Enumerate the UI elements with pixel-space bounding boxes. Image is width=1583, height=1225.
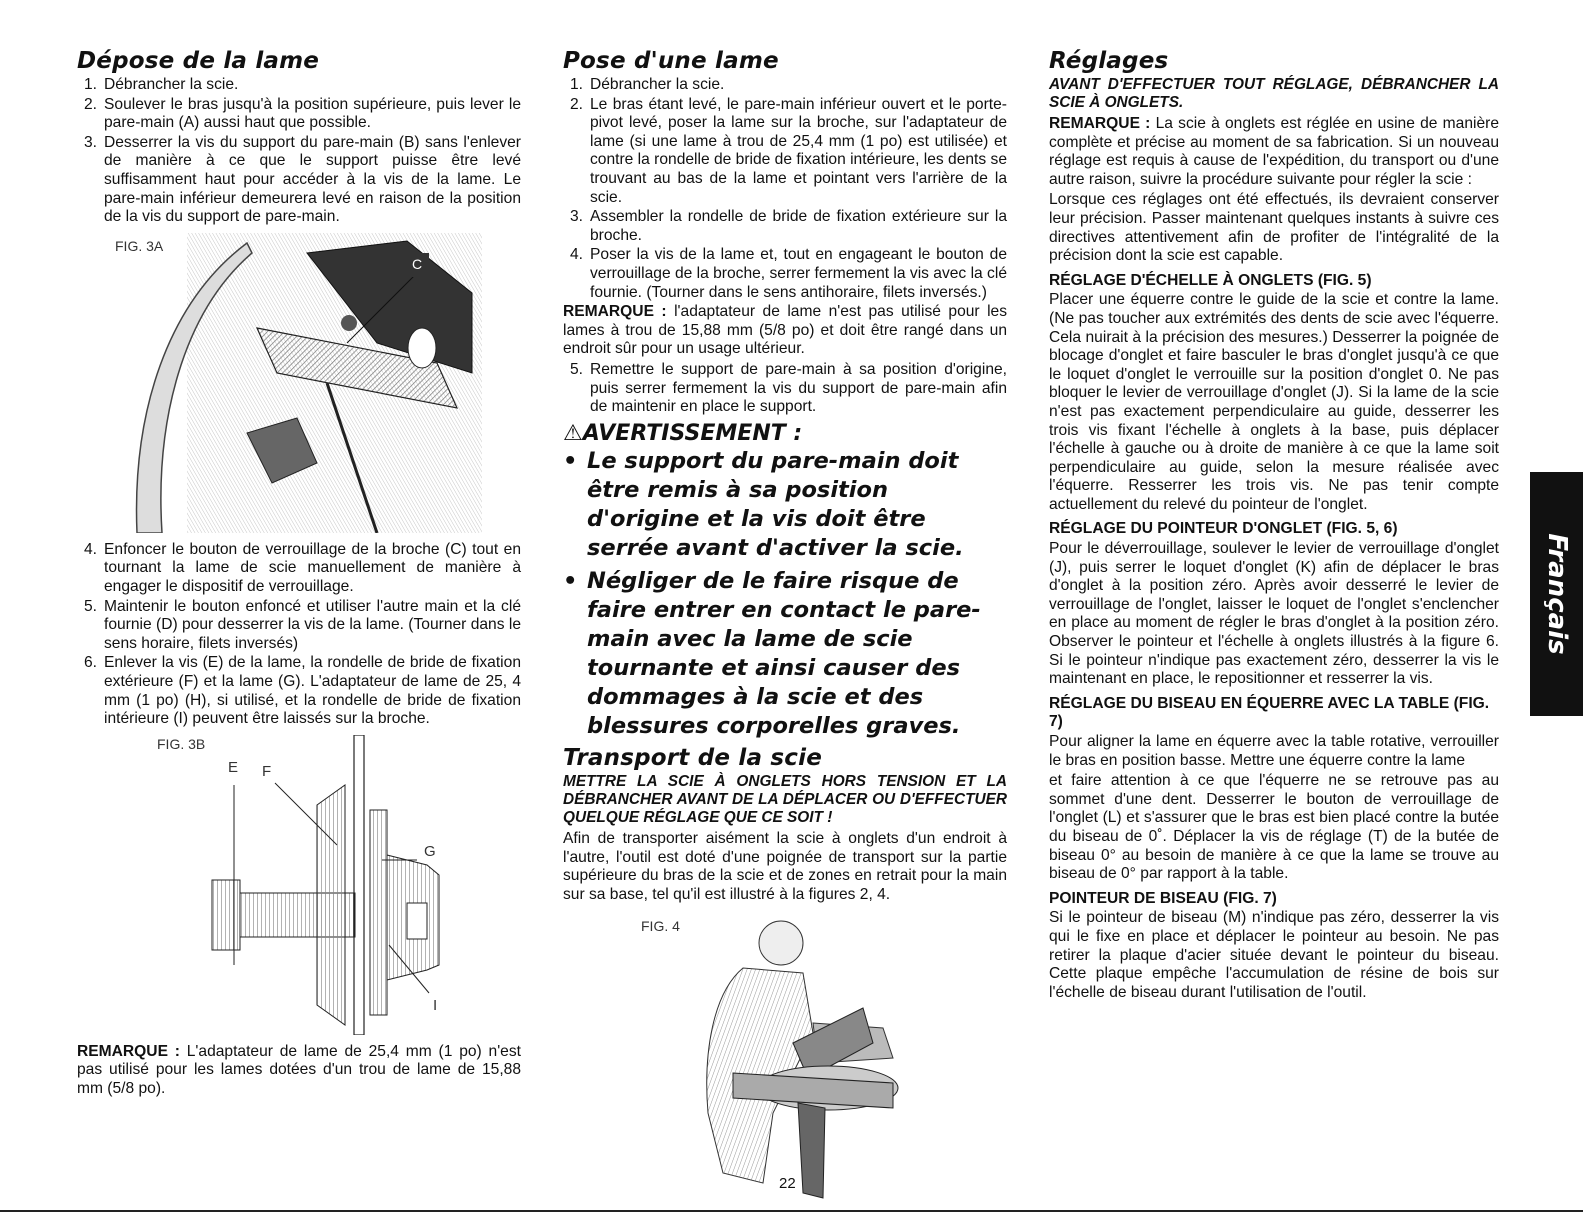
section-title-pose: Pose d'une lame	[563, 48, 779, 74]
column-depose	[77, 44, 521, 1100]
warning-list	[563, 447, 1007, 741]
paragraph-biseau-equerre-2: et faire attention à ce que l'équerre ne se retrouve pas au sommet d'une dent. Desserrer le bouton de verrouillage de l'onglet (L) et s'assurer que le bras est bien placé contre la butée du biseau de 0˚. Déplacer la vis de réglage (T) de la butée de biseau 0° au besoin de manière à ce que la lame se trouve au biseau de 0° par rapport à la table.	[1049, 772, 1499, 883]
column-pose	[563, 44, 1007, 1221]
figure-3b	[77, 735, 521, 1035]
callout-e: E	[228, 758, 239, 776]
bullet-icon: •	[563, 568, 578, 595]
transport-caution: METTRE LA SCIE À ONGLETS HORS TENSION ET LA DÉBRANCHER AVANT DE LA DÉPLACER OU D'EFFECTUER QUELQUE RÉGLAGE QUE CE SOIT !	[563, 773, 1007, 827]
section-title-reglages: Réglages	[1049, 48, 1169, 74]
list-item: 2. Soulever le bras jusqu'à la position supérieure, puis lever le pare-main (A) aussi haut que possible.	[83, 95, 521, 132]
subheading-biseau-equerre: RÉGLAGE DU BISEAU EN ÉQUERRE AVEC LA TABLE (FIG. 7)	[1049, 694, 1490, 731]
reglages-caution: AVANT D'EFFECTUER TOUT RÉGLAGE, DÉBRANCHER LA SCIE À ONGLETS.	[1049, 76, 1499, 111]
language-tab: Français	[1530, 472, 1583, 716]
reglages-paragraph: Lorsque ces réglages ont été effectués, ils devraient conserver leur précision. Passer maintenant quelques instants à suivre ces directives attentivement afin de profiter de l'intégralité de la précision dont la scie est capable.	[1049, 191, 1499, 265]
section-title-depose: Dépose de la lame	[77, 48, 320, 74]
figure-label: FIG. 3A	[115, 237, 164, 254]
callout-c: C	[412, 255, 423, 272]
list-item: 2. Le bras étant levé, le pare-main inférieur ouvert et le porte-pivot levé, poser la lame sur la broche, sur l'adaptateur de lame (si une lame à trou de 25,4 mm (1 po) est utilisée) et contre la rondelle de bride de fixation intérieure, les dents se trouvant au bas de la lame et pointant vers l'arrière de la scie.	[569, 95, 1007, 206]
column-reglages	[1049, 44, 1499, 1004]
list-item: 3. Desserrer la vis du support du pare-main (B) sans l'enlever de manière à ce que le support puisse être levé suffisamment haut pour accéder à la vis de la lame. Le pare-main inférieur demeurera levé en raison de la position de la vis du support de pare-main.	[83, 133, 521, 226]
subheading-pointeur-onglet: RÉGLAGE DU POINTEUR D'ONGLET (FIG. 5, 6)	[1049, 520, 1398, 538]
paragraph-pointeur-biseau: Si le pointeur de biseau (M) n'indique pas zéro, desserrer la vis qui le fixe en place et déplacer le pointeur au besoin. Ne pas retirer la plaque d'acier située devant le pointeur du biseau. Cette plaque empêche l'accumulation de résine de bois sur l'échelle de biseau durant l'utilisation de l'outil.	[1049, 909, 1499, 1001]
list-item: 4. Enfoncer le bouton de verrouillage de la broche (C) tout en tournant la lame de scie manuellement de manière à engager le dispositif de verrouillage.	[83, 540, 521, 595]
list-item: 5. Remettre le support de pare-main à sa position d'origine, puis serrer fermement la vis du support de pare-main afin de maintenir en place le support.	[569, 360, 1007, 416]
section-title-transport: Transport de la scie	[563, 745, 822, 772]
callout-f: F	[262, 762, 272, 780]
paragraph-pointeur-onglet: Pour le déverrouillage, soulever le levier de verrouillage d'onglet (J), puis serrer le loquet d'onglet (K) afin de déplacer le bras d'onglet à la position zéro. Après avoir desserré le levier de verrouillage de l'onglet, laisser le loquet de l'onglet s'enclencher en place au moment de régler le bras d'onglet à la position zéro. Observer le pointeur et l'échelle à onglets illustrés à la figure 6. Si le pointeur n'indique pas exactement zéro, desserrer la vis le maintenant en place, le repositionner et resserrer la vis.	[1049, 540, 1499, 688]
page-divider	[0, 1210, 1583, 1212]
list-item: 6. Enlever la vis (E) de la lame, la rondelle de bride de fixation extérieure (F) et la lame (G). L'adaptateur de lame de 25, 4 mm (1 po) (H), si utilisé, et la rondelle de bride de fixation intérieure (I) peuvent être laissés sur la broche.	[83, 654, 521, 728]
subheading-pointeur-biseau: POINTEUR DE BISEAU (FIG. 7)	[1049, 889, 1277, 907]
figure-label: FIG. 3B	[157, 735, 206, 752]
figure-3b-illustration	[77, 735, 521, 1035]
page-number: 22	[779, 1175, 796, 1192]
list-item: 5. Maintenir le bouton enfoncé et utiliser l'autre main et la clé fournie (D) pour desserrer la vis de la lame. (Tourner dans le sens horaire, filets inversés)	[83, 597, 521, 652]
steps-depose-a	[77, 76, 521, 227]
list-item: 1. Débrancher la scie.	[569, 76, 725, 93]
steps-pose-b	[563, 361, 1007, 417]
figure-3a-illustration	[77, 233, 521, 533]
reglages-note: REMARQUE : La scie à onglets est réglée en usine de manière complète et précise au moment de sa fabrication. Si un nouveau réglage est requis à cause de l'expédition, du transport ou d'une autre raison, suivre la procédure suivante pour régler la scie :	[1049, 115, 1499, 188]
warning-icon: ⚠	[563, 420, 583, 446]
figure-3a	[77, 233, 521, 533]
warning-heading: ⚠AVERTISSEMENT :	[563, 420, 803, 446]
list-item: 4. Poser la vis de la lame et, tout en engageant le bouton de verrouillage de la broche, serrer fermement la vis avec la clé fournie. (Tourner dans le sens antihoraire, filets inversés.)	[569, 246, 1007, 301]
callout-i: I	[433, 996, 438, 1014]
list-item: • Le support du pare-main doit être remis à sa position d'origine et la vis doit être serrée avant d'activer la scie.	[563, 448, 964, 562]
callout-g: G	[424, 842, 436, 860]
transport-paragraph: Afin de transporter aisément la scie à onglets d'un endroit à l'autre, l'outil est doté d'une poignée de transport sur la partie supérieure du bras de la scie et de zones en retrait pour la main sur sa base, tel qu'il est illustré à la figures 2, 4.	[563, 830, 1007, 904]
paragraph-echelle: Placer une équerre contre le guide de la scie et contre la lame. (Ne pas toucher aux extrémités des dents de scie avec l'équerre. Cela nuirait à la précision des mesures.) Desserrer la poignée de blocage d'onglet et faire basculer le bras d'onglet jusqu'à ce que le loquet d'onglet le verrouille sur la position d'onglet 0. Ne pas bloquer le levier de verrouillage d'onglet (J). Si la lame de la scie n'est pas exactement perpendiculaire au guide, desserrer les trois vis fixant l'échelle à onglets à la base, puis déplacer l'échelle à gauche ou à droite de manière à ce que la lame soit perpendiculaire au guide, selon la mesure réalisée avec l'équerre. Resserrer les trois vis. Ne pas tenir compte actuellement du relevé du pointeur de l'onglet.	[1049, 291, 1499, 513]
steps-pose-a	[563, 76, 1007, 302]
figure-4-illustration	[563, 913, 1007, 1213]
list-item: • Négliger de le faire risque de faire entrer en contact le pare-main avec la lame de scie tournante et ainsi causer des dommages à la scie et des blessures corporelles graves.	[563, 568, 981, 740]
list-item: 3. Assembler la rondelle de bride de fixation extérieure sur la broche.	[569, 208, 1007, 244]
bullet-icon: •	[563, 448, 578, 475]
steps-depose-b	[77, 541, 521, 729]
list-item: 1. Débrancher la scie.	[83, 76, 239, 93]
note-depose: REMARQUE : L'adaptateur de lame de 25,4 mm (1 po) n'est pas utilisé pour les lames dotées d'un trou de lame de 15,88 mm (5/8 po).	[77, 1042, 521, 1097]
subheading-echelle: RÉGLAGE D'ÉCHELLE À ONGLETS (FIG. 5)	[1049, 271, 1372, 289]
figure-label: FIG. 4	[641, 917, 680, 934]
figure-4	[563, 913, 1007, 1213]
note-pose: REMARQUE : l'adaptateur de lame n'est pas utilisé pour les lames à trou de 15,88 mm (5/8 po) et doit être rangé dans un endroit sûr pour un usage ultérieur.	[563, 303, 1007, 358]
paragraph-biseau-equerre-1: Pour aligner la lame en équerre avec la table rotative, verrouiller le bras en position basse. Mettre une équerre contre la lame	[1049, 733, 1499, 769]
